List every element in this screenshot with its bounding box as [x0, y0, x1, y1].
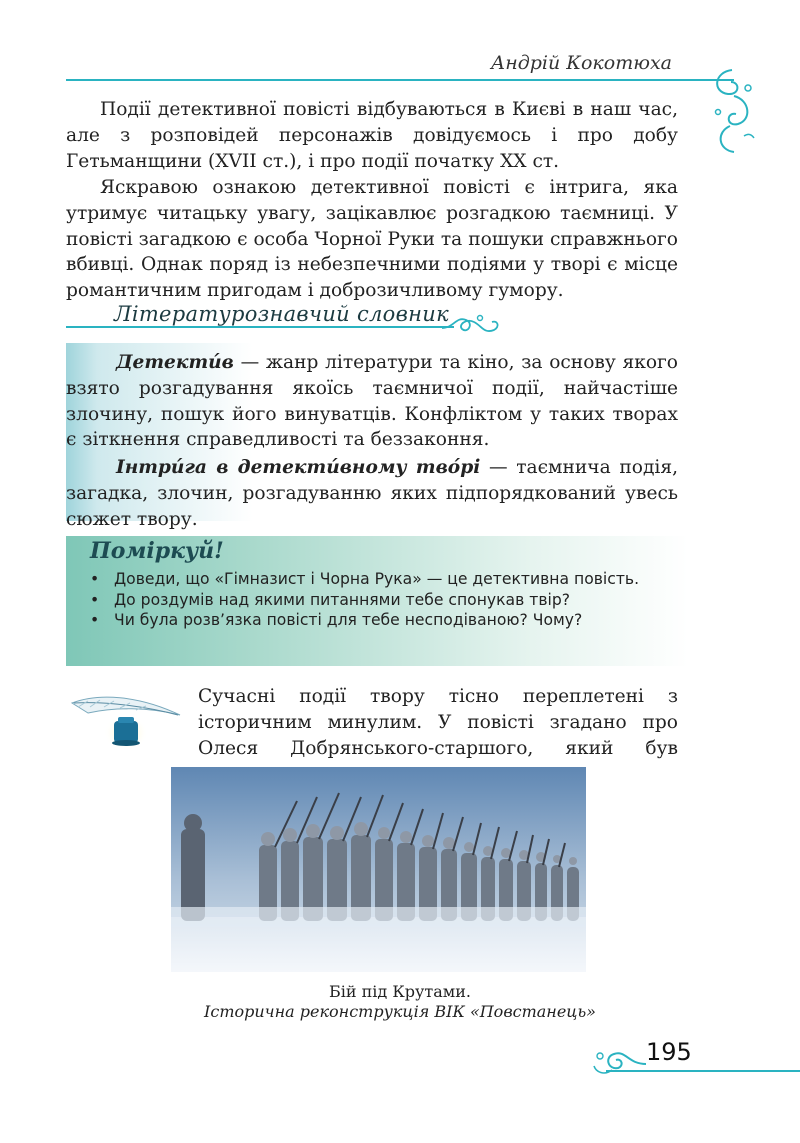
term-intrigue: Інтри́га в детекти́вному тво́рі — [116, 457, 481, 478]
think-title: Поміркуй! — [90, 538, 224, 564]
photo-caption-title: Бій під Крутами. — [329, 982, 471, 1001]
footer-divider — [606, 1070, 800, 1072]
page-number: 195 — [646, 1038, 692, 1066]
think-item-text: До роздумів над якими питаннями тебе спонукав твір? — [114, 590, 571, 609]
dictionary-entry-detective — [66, 350, 678, 453]
definition-detective: — жанр літератури та кіно, за основу якого взято розгадування якоїсь таємничої події, найчастіше злочину, пошук його винуватців. Конфліктом у таких творах є зіткнення справедливості та беззаконня. — [66, 352, 678, 451]
swirl-ornament-icon — [704, 66, 760, 156]
section-swirl-icon — [440, 312, 504, 340]
paragraph-intrigue: Яскравою ознакою детективної повісті є інтрига, яка утримує читацьку увагу, зацікавлює розгадкою таємниці. У повісті загадкою є особа Чорної Руки та пошуки справжнього вбивці. Однак поряд із небезпечними подіями у творі є місце романтичним пригодам і доброзичливому гумору. — [66, 177, 678, 302]
think-item — [90, 569, 680, 590]
think-item-text: Доведи, що «Гімназист і Чорна Рука» — це детективна повість. — [114, 570, 640, 588]
paragraph-history: Сучасні події твору тісно переплетені з історичним минулим. У повісті згадано про Олеся Добрянського-старшого, який був — [198, 686, 678, 759]
photo-caption-source: Історична реконструкція ВІК «Повстанець» — [204, 1002, 596, 1021]
header-author: Андрій Кокотюха — [490, 52, 672, 74]
think-item — [90, 610, 680, 631]
bullet-icon: • — [90, 611, 100, 629]
paragraph-intro: Події детективної повісті відбуваються в Києві в наш час, але з розповідей персонажів довідуємось і про добу Гетьманщини (XVII ст.), і про події початку XX ст. — [66, 99, 678, 172]
quill-inkwell-icon — [68, 685, 184, 755]
think-item — [90, 590, 680, 611]
section-divider — [66, 326, 454, 328]
header-divider — [66, 79, 734, 81]
section-title-dictionary: Літературознавчий словник — [114, 302, 449, 326]
dictionary-entry-intrigue — [66, 455, 678, 532]
photo-battle-of-kruty — [171, 767, 586, 972]
bullet-icon: • — [90, 590, 100, 609]
term-detective: Детекти́в — [116, 352, 234, 373]
footer-swirl-icon — [588, 1042, 648, 1082]
definition-intrigue: — таємнича подія, загадка, злочин, розгадуванню яких підпорядкований увесь сюжет твору. — [66, 457, 678, 530]
think-item-text: Чи була розв’язка повісті для тебе несподіваною? Чому? — [114, 611, 583, 629]
bullet-icon: • — [90, 570, 100, 588]
think-list — [90, 569, 680, 631]
